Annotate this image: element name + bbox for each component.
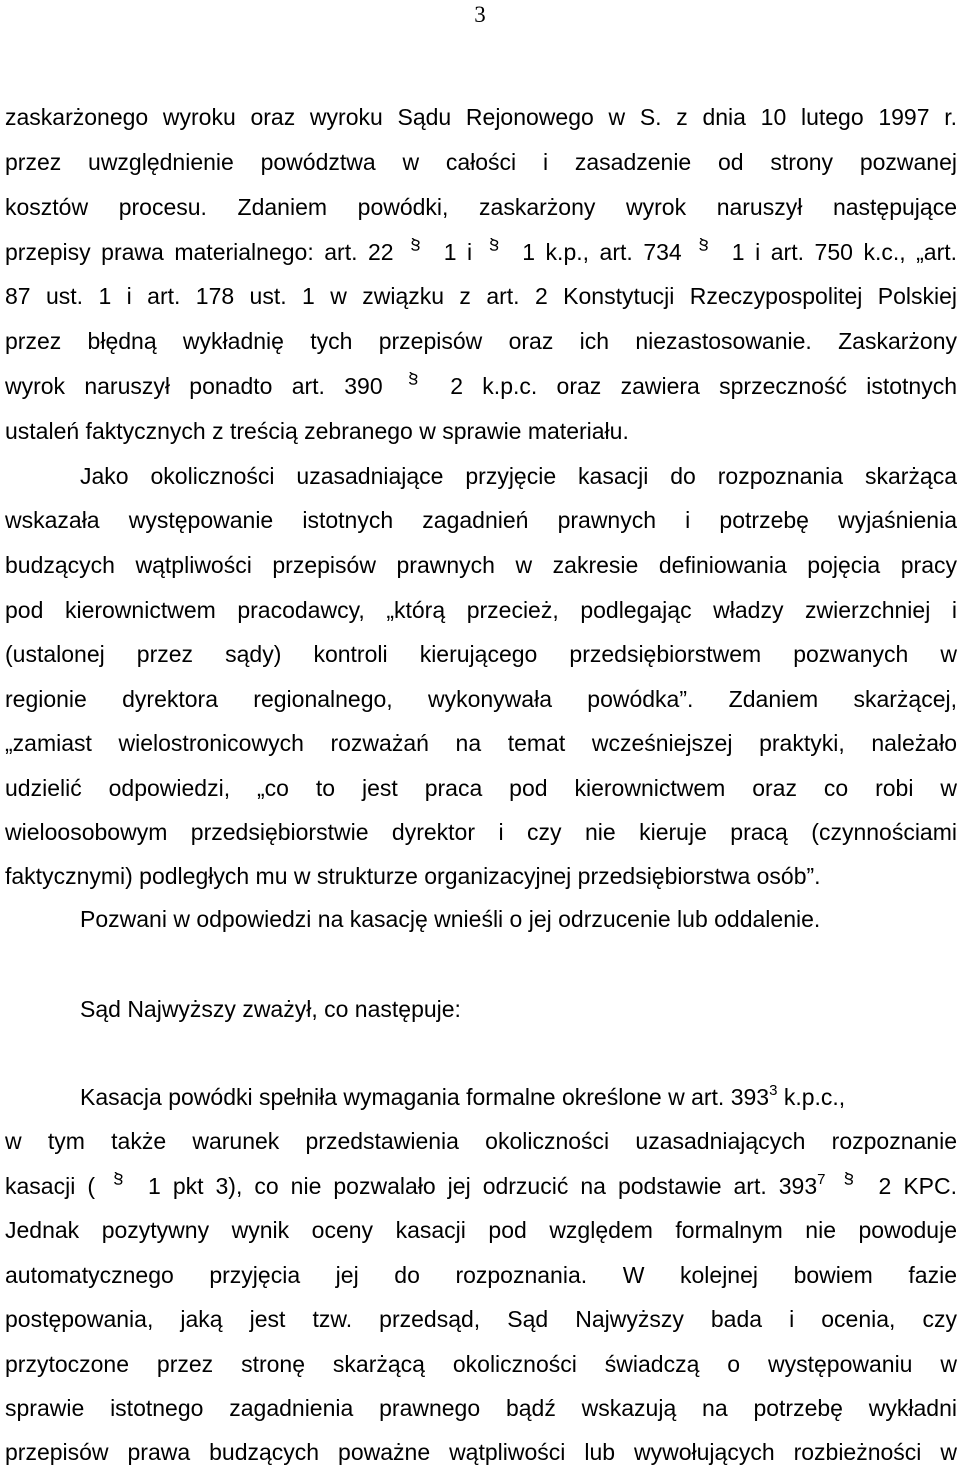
paragraph-4-line-7: przytoczone przez stronę skarżącą okoliczności świadczą o występowaniu w: [5, 1351, 957, 1377]
text-run: Kasacja powódki spełniła wymagania formalne określone w art. 393: [80, 1084, 770, 1110]
paragraph-4-line-5: automatycznego przyjęcia jej do rozpoznania. W kolejnej bowiem fazie: [5, 1262, 957, 1288]
paragraph-2-line-7: „zamiast wielostronicowych rozważań na temat wcześniejszej praktyki, należało: [5, 730, 957, 756]
paragraph-1-line-7: [5, 372, 957, 400]
section-sign-icon: [489, 239, 503, 261]
section-sign-icon: [113, 1173, 127, 1195]
paragraph-4-line-3: [5, 1172, 957, 1200]
paragraph-2-line-3: budzących wątpliwości przepisów prawnych w zakresie definiowania pojęcia pracy: [5, 552, 957, 578]
paragraph-1-line-5: 87 ust. 1 i art. 178 ust. 1 w związku z art. 2 Konstytucji Rzeczypospolitej Polskiej: [5, 283, 957, 309]
paragraph-4-line-4: Jednak pozytywny wynik oceny kasacji pod względem formalnym nie powoduje: [5, 1217, 957, 1243]
text-run: 2 k.p.c. oraz zawiera sprzeczność istotnych: [450, 373, 957, 399]
text-run: 1 i: [443, 239, 473, 265]
paragraph-2-line-10: faktycznymi) podległych mu w strukturze organizacyjnej przedsiębiorstwa osób”.: [5, 863, 821, 889]
text-run: przepisy prawa materialnego: art. 22: [5, 239, 394, 265]
paragraph-4-line-6: postępowania, jaką jest tzw. przedsąd, Sąd Najwyższy bada i ocenia, czy: [5, 1306, 957, 1332]
text-run: 1 k.p., art. 734: [522, 239, 682, 265]
paragraph-2-line-8: udzielić odpowiedzi, „co to jest praca pod kierownictwem oraz co robi w: [5, 775, 957, 801]
paragraph-1-line-3: kosztów procesu. Zdaniem powódki, zaskarżony wyrok naruszył następujące: [5, 194, 957, 220]
section-sign-icon: [410, 239, 424, 261]
paragraph-2-line-5: (ustalonej przez sądy) kontroli kierującego przedsiębiorstwem pozwanych w: [5, 641, 957, 667]
paragraph-4-line-1: [80, 1083, 957, 1111]
text-run: wyrok naruszył ponadto art. 390: [5, 373, 383, 399]
section-sign-icon: [408, 373, 422, 395]
text-run: kasacji (: [5, 1173, 95, 1199]
text-run: 1 i art. 750 k.c., „art.: [731, 239, 957, 265]
page-number: 3: [474, 2, 486, 27]
paragraph-4-line-9: przepisów prawa budzących poważne wątpliwości lub wywołujących rozbieżności w: [5, 1439, 957, 1465]
paragraph-1-line-1: zaskarżonego wyroku oraz wyroku Sądu Rejonowego w S. z dnia 10 lutego 1997 r.: [5, 104, 957, 130]
section-heading: Sąd Najwyższy zważył, co następuje:: [80, 996, 461, 1022]
superscript: 7: [817, 1172, 826, 1188]
paragraph-2-line-4: pod kierownictwem pracodawcy, „którą przecież, podlegając władzy zwierzchniej i: [5, 597, 957, 623]
paragraph-2-line-6: regionie dyrektora regionalnego, wykonywała powódka”. Zdaniem skarżącej,: [5, 686, 957, 712]
section-sign-icon: [844, 1173, 858, 1195]
paragraph-3: Pozwani w odpowiedzi na kasację wnieśli o jej odrzucenie lub oddalenie.: [80, 906, 821, 932]
section-sign-icon: [698, 239, 712, 261]
text-run: k.p.c.,: [783, 1084, 846, 1110]
paragraph-4-line-8: sprawie istotnego zagadnienia prawnego bądź wskazują na potrzebę wykładni: [5, 1395, 957, 1421]
paragraph-2-line-9: wieloosobowym przedsiębiorstwie dyrektor i czy nie kieruje pracą (czynnościami: [5, 819, 957, 845]
paragraph-4-line-2: w tym także warunek przedstawienia okoliczności uzasadniających rozpoznanie: [5, 1128, 957, 1154]
paragraph-2-line-1: Jako okoliczności uzasadniające przyjęcie kasacji do rozpoznania skarżąca: [80, 463, 957, 489]
text-run: 2 KPC.: [878, 1173, 957, 1199]
paragraph-1-line-8: ustaleń faktycznych z treścią zebranego w sprawie materiału.: [5, 418, 629, 444]
paragraph-1-line-6: przez błędną wykładnię tych przepisów oraz ich niezastosowanie. Zaskarżony: [5, 328, 957, 354]
paragraph-1-line-4: [5, 238, 957, 266]
paragraph-2-line-2: wskazała występowanie istotnych zagadnień prawnych i potrzebę wyjaśnienia: [5, 507, 957, 533]
text-run: 1 pkt 3), co nie pozwalało jej odrzucić na podstawie art. 393: [148, 1173, 818, 1199]
superscript: 3: [769, 1082, 778, 1099]
paragraph-1-line-2: przez uwzględnienie powództwa w całości i zasadzenie od strony pozwanej: [5, 149, 957, 175]
